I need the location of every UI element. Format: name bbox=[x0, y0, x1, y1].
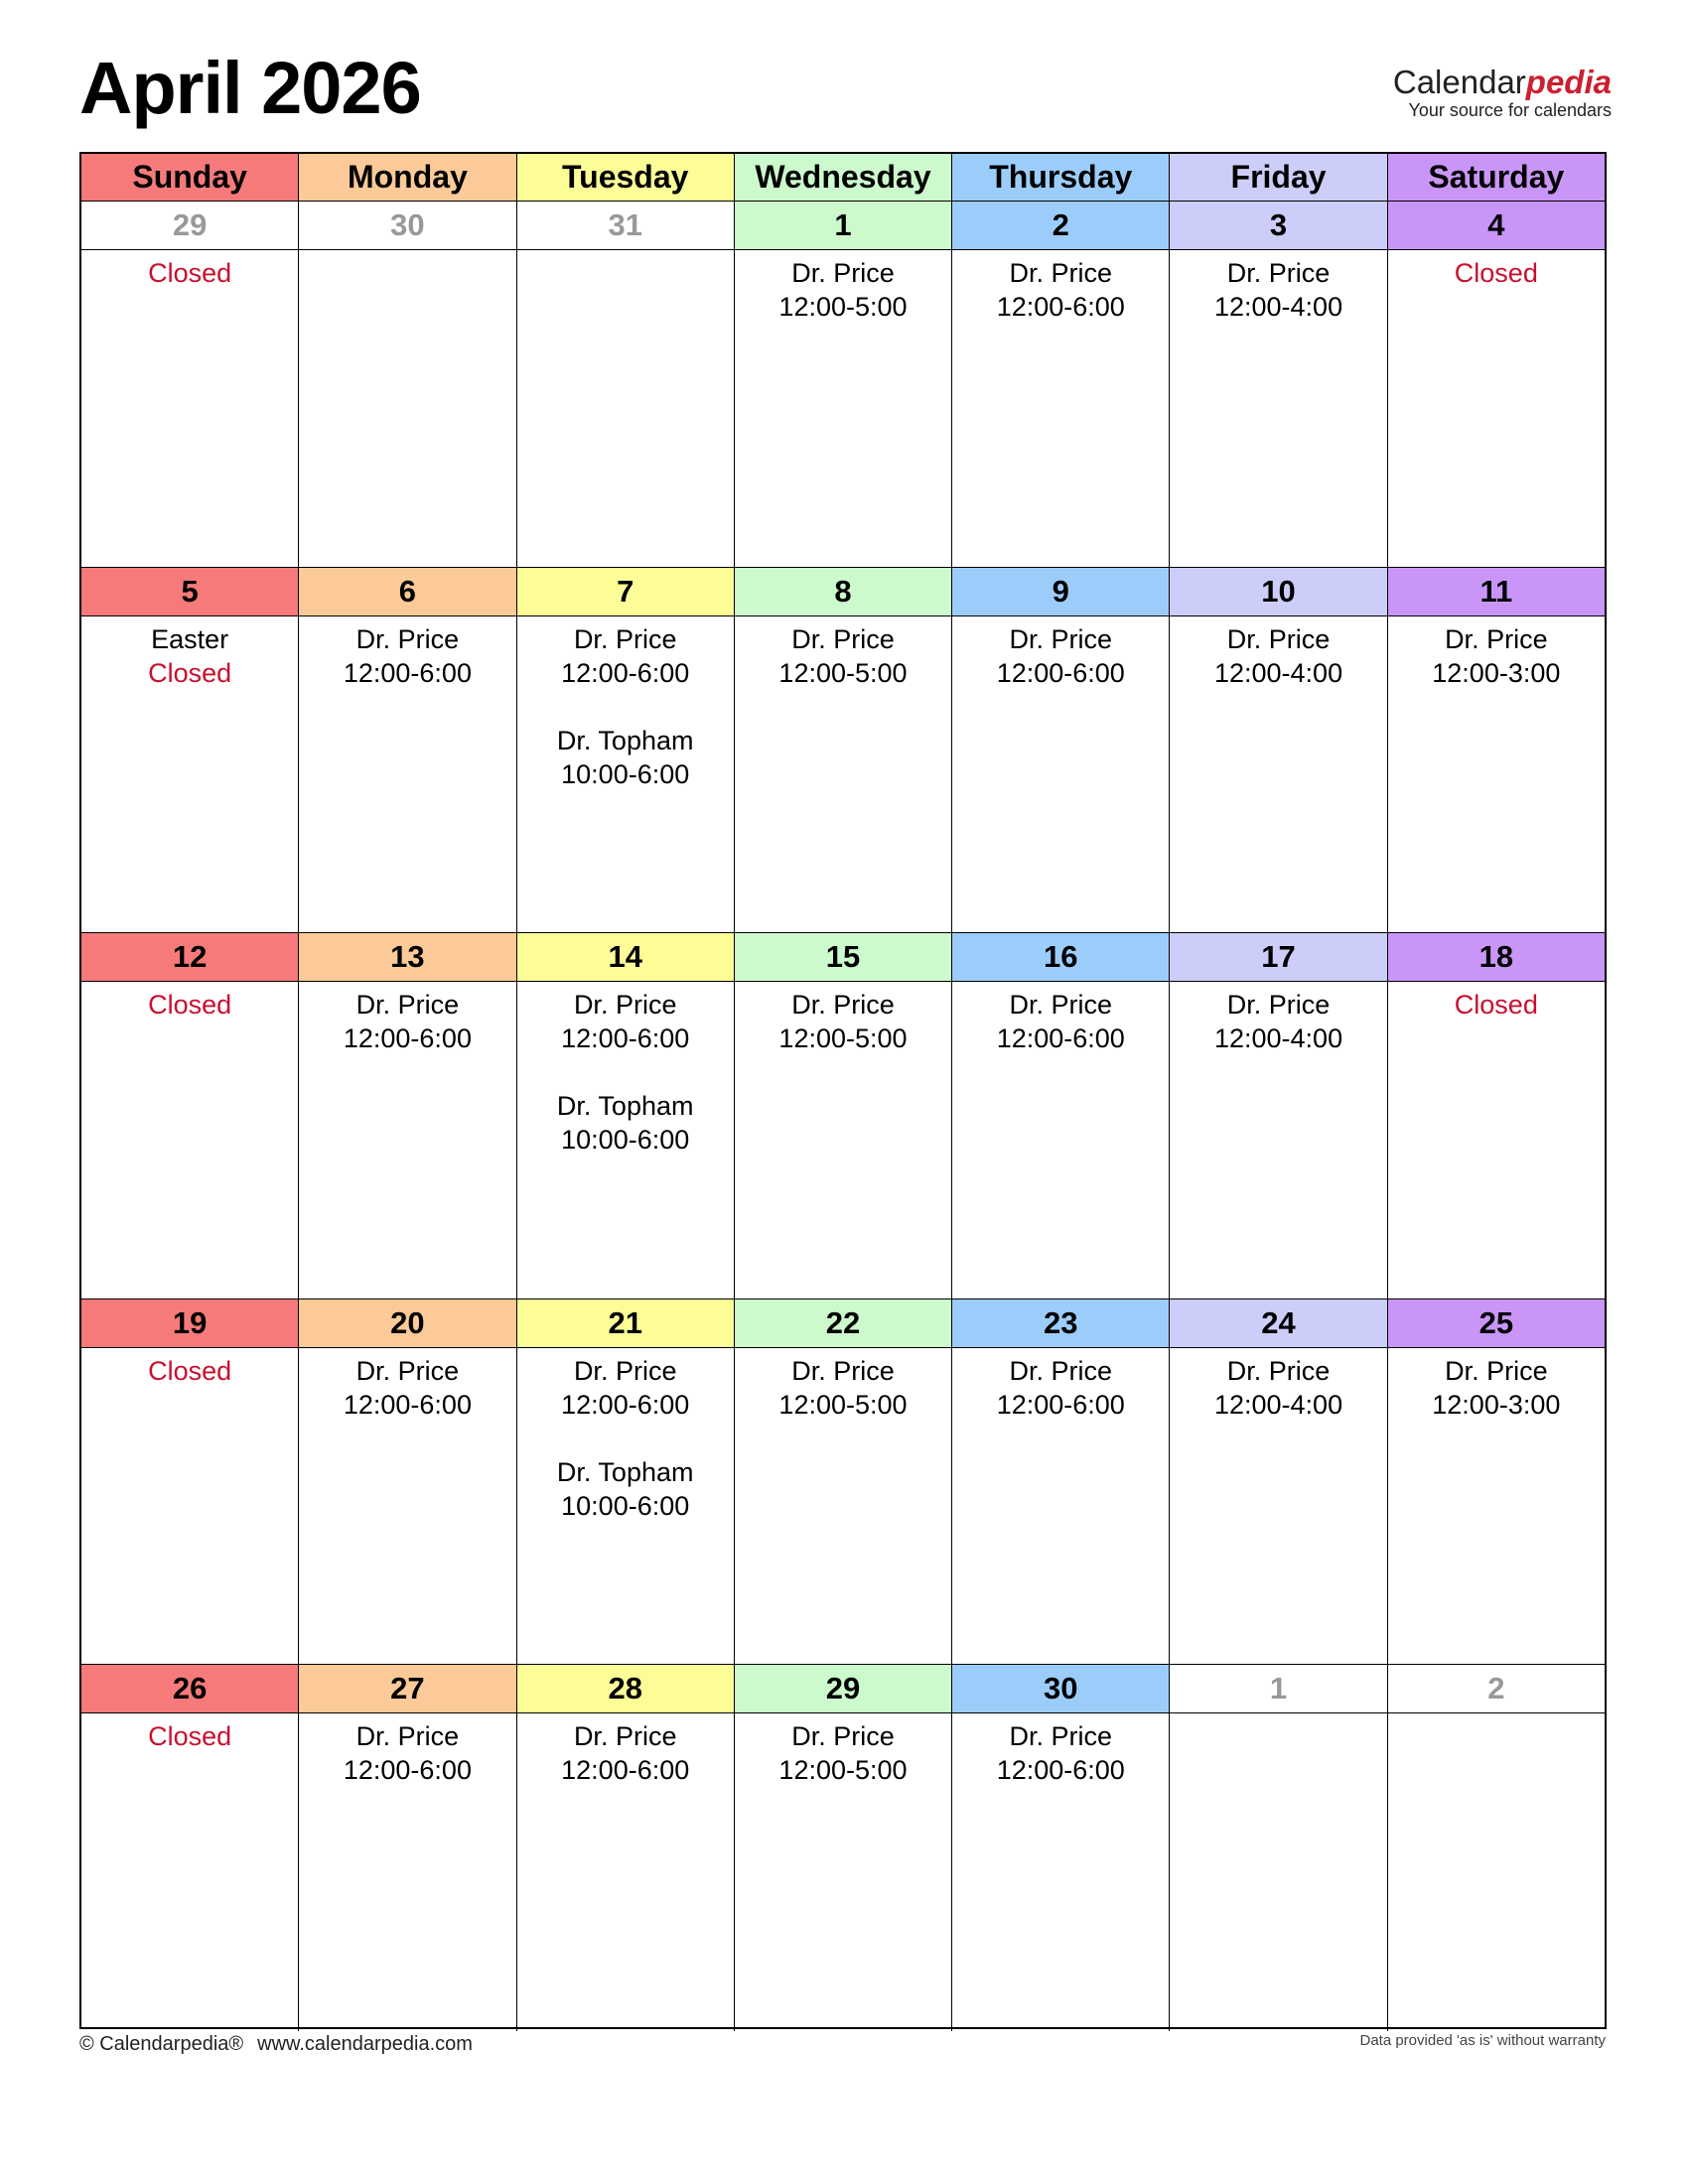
day-events bbox=[81, 1348, 298, 1388]
day-events bbox=[952, 1713, 1169, 1787]
day-events bbox=[952, 616, 1169, 690]
day-number: 30 bbox=[299, 202, 515, 250]
day-events bbox=[735, 982, 951, 1055]
day-events bbox=[81, 250, 298, 290]
day-cell[interactable] bbox=[952, 933, 1170, 1298]
weekday-tuesday: Tuesday bbox=[517, 154, 735, 201]
weekday-wednesday: Wednesday bbox=[735, 154, 952, 201]
weekday-thursday: Thursday bbox=[952, 154, 1170, 201]
event-line: Dr. Price bbox=[1226, 990, 1331, 1020]
brand-name-em: pedia bbox=[1525, 64, 1612, 100]
day-number: 10 bbox=[1170, 568, 1386, 616]
event-line: 12:00-4:00 bbox=[1213, 1024, 1343, 1053]
brand-name bbox=[1393, 66, 1612, 98]
day-number: 15 bbox=[735, 933, 951, 982]
day-cell[interactable] bbox=[517, 568, 735, 933]
day-cell[interactable] bbox=[81, 568, 299, 933]
event-line: Dr. Price bbox=[573, 1355, 677, 1386]
event-line: Dr. Price bbox=[1009, 623, 1113, 654]
weekday-friday: Friday bbox=[1170, 154, 1387, 201]
day-events bbox=[1170, 1713, 1386, 1719]
event-line: 12:00-6:00 bbox=[343, 1389, 472, 1420]
footer-url[interactable]: www.calendarpedia.com bbox=[257, 2033, 473, 2055]
event-line: 12:00-5:00 bbox=[778, 1389, 908, 1420]
event-line: Dr. Price bbox=[573, 623, 677, 654]
day-cell[interactable] bbox=[1388, 1665, 1605, 2031]
event-line: 12:00-4:00 bbox=[1213, 292, 1343, 322]
weekday-sunday: Sunday bbox=[81, 154, 299, 201]
event-line: Dr. Price bbox=[791, 623, 895, 654]
day-number: 4 bbox=[1388, 202, 1605, 250]
day-number: 1 bbox=[735, 202, 951, 250]
day-number: 21 bbox=[517, 1299, 734, 1348]
week-row bbox=[81, 568, 1605, 934]
weekday-saturday: Saturday bbox=[1388, 154, 1605, 201]
day-number: 11 bbox=[1388, 568, 1605, 616]
day-events bbox=[517, 616, 734, 791]
day-cell[interactable] bbox=[299, 1299, 516, 1665]
brand-tagline: Your source for calendars bbox=[1408, 100, 1612, 120]
day-events bbox=[735, 1348, 951, 1422]
day-events bbox=[517, 1713, 734, 1787]
day-number: 8 bbox=[735, 568, 951, 616]
day-number: 18 bbox=[1388, 933, 1605, 982]
day-cell[interactable] bbox=[1388, 1299, 1605, 1665]
calendar-grid bbox=[79, 152, 1607, 2029]
day-number: 14 bbox=[517, 933, 734, 982]
day-events bbox=[299, 616, 515, 690]
day-events bbox=[81, 982, 298, 1022]
day-cell[interactable] bbox=[1388, 568, 1605, 933]
event-line: Dr. Price bbox=[573, 1721, 677, 1751]
event-line: 10:00-6:00 bbox=[561, 758, 690, 789]
day-events bbox=[1170, 982, 1386, 1055]
event-line: 12:00-4:00 bbox=[1213, 657, 1343, 688]
day-number: 7 bbox=[517, 568, 734, 616]
day-events bbox=[81, 1713, 298, 1753]
closed-label: Closed bbox=[1454, 258, 1538, 288]
event-spacer bbox=[517, 1055, 734, 1089]
day-events bbox=[299, 250, 515, 256]
day-events bbox=[299, 982, 515, 1055]
day-cell[interactable] bbox=[81, 1665, 299, 2031]
day-cell[interactable] bbox=[952, 1665, 1170, 2031]
event-line: 12:00-6:00 bbox=[343, 1024, 472, 1053]
event-line: Dr. Price bbox=[791, 258, 895, 288]
day-cell[interactable] bbox=[1388, 933, 1605, 1298]
day-number: 28 bbox=[517, 1665, 734, 1713]
event-line: 12:00-5:00 bbox=[778, 657, 908, 688]
day-cell[interactable] bbox=[1388, 202, 1605, 567]
event-line: 12:00-6:00 bbox=[561, 657, 690, 688]
day-number: 9 bbox=[952, 568, 1169, 616]
event-line: Dr. Price bbox=[1009, 1355, 1113, 1386]
day-number: 17 bbox=[1170, 933, 1386, 982]
day-cell[interactable] bbox=[81, 1299, 299, 1665]
day-events bbox=[1170, 250, 1386, 324]
event-line: Easter bbox=[151, 623, 229, 654]
day-events bbox=[735, 1713, 951, 1787]
day-number: 19 bbox=[81, 1299, 298, 1348]
week-row bbox=[81, 1299, 1605, 1666]
day-number: 26 bbox=[81, 1665, 298, 1713]
calendar-weeks bbox=[81, 202, 1605, 2031]
closed-label: Closed bbox=[148, 1721, 232, 1751]
brand-logo bbox=[1393, 66, 1612, 119]
copyright-text: © Calendarpedia® bbox=[79, 2033, 244, 2055]
day-number: 29 bbox=[81, 202, 298, 250]
day-events bbox=[299, 1348, 515, 1422]
day-cell[interactable] bbox=[1170, 1665, 1387, 2031]
day-events bbox=[517, 250, 734, 256]
day-cell[interactable] bbox=[517, 1665, 735, 2031]
day-number: 20 bbox=[299, 1299, 515, 1348]
day-events bbox=[952, 982, 1169, 1055]
day-number: 23 bbox=[952, 1299, 1169, 1348]
day-cell[interactable] bbox=[81, 933, 299, 1298]
day-events bbox=[517, 1348, 734, 1523]
day-events bbox=[299, 1713, 515, 1787]
day-number: 2 bbox=[952, 202, 1169, 250]
weekday-header-row bbox=[81, 154, 1605, 202]
event-line: Dr. Topham bbox=[556, 725, 694, 755]
day-number: 2 bbox=[1388, 1665, 1605, 1713]
day-number: 24 bbox=[1170, 1299, 1386, 1348]
event-line: Dr. Price bbox=[355, 1721, 460, 1751]
event-line: 12:00-6:00 bbox=[561, 1755, 690, 1785]
event-line: 12:00-6:00 bbox=[343, 1755, 472, 1785]
day-cell[interactable] bbox=[735, 1665, 952, 2031]
day-cell[interactable] bbox=[735, 933, 952, 1298]
event-line: 12:00-4:00 bbox=[1213, 1389, 1343, 1420]
day-cell[interactable] bbox=[299, 568, 516, 933]
day-cell[interactable] bbox=[1170, 1299, 1387, 1665]
closed-label: Closed bbox=[1454, 990, 1538, 1020]
event-spacer bbox=[517, 1422, 734, 1455]
event-line: Dr. Price bbox=[355, 990, 460, 1020]
week-row bbox=[81, 1665, 1605, 2031]
event-line: 12:00-5:00 bbox=[778, 292, 908, 322]
day-number: 13 bbox=[299, 933, 515, 982]
event-line: Dr. Price bbox=[1445, 1355, 1548, 1386]
event-line: Dr. Price bbox=[1226, 258, 1331, 288]
event-line: 12:00-5:00 bbox=[778, 1755, 908, 1785]
day-events bbox=[735, 616, 951, 690]
event-line: Dr. Topham bbox=[556, 1091, 694, 1121]
event-line: Dr. Price bbox=[1226, 623, 1331, 654]
day-cell[interactable] bbox=[735, 1299, 952, 1665]
event-line: 12:00-5:00 bbox=[778, 1024, 908, 1053]
day-number: 22 bbox=[735, 1299, 951, 1348]
day-events bbox=[1388, 1348, 1605, 1422]
day-events bbox=[1170, 616, 1386, 690]
day-number: 25 bbox=[1388, 1299, 1605, 1348]
event-line: Dr. Price bbox=[1009, 258, 1113, 288]
day-number: 5 bbox=[81, 568, 298, 616]
day-cell[interactable] bbox=[517, 1299, 735, 1665]
day-events bbox=[1388, 616, 1605, 690]
event-line: Dr. Price bbox=[355, 1355, 460, 1386]
event-line: 10:00-6:00 bbox=[561, 1125, 690, 1155]
day-number: 31 bbox=[517, 202, 734, 250]
day-number: 12 bbox=[81, 933, 298, 982]
day-cell[interactable] bbox=[952, 202, 1170, 567]
day-cell[interactable] bbox=[517, 202, 735, 567]
day-cell[interactable] bbox=[1170, 568, 1387, 933]
week-row bbox=[81, 933, 1605, 1299]
event-line: Dr. Price bbox=[791, 1721, 895, 1751]
event-line: Dr. Topham bbox=[556, 1456, 694, 1487]
day-number: 27 bbox=[299, 1665, 515, 1713]
day-cell[interactable] bbox=[1170, 933, 1387, 1298]
day-cell[interactable] bbox=[517, 933, 735, 1298]
closed-label: Closed bbox=[148, 1355, 232, 1386]
closed-label: Closed bbox=[148, 990, 232, 1020]
day-events bbox=[81, 616, 298, 690]
closed-label: Closed bbox=[148, 258, 232, 288]
event-line: 12:00-6:00 bbox=[996, 657, 1125, 688]
event-line: 12:00-6:00 bbox=[996, 292, 1125, 322]
day-events bbox=[1388, 1713, 1605, 1719]
event-line: 12:00-6:00 bbox=[996, 1024, 1125, 1053]
week-row bbox=[81, 202, 1605, 568]
event-line: 12:00-3:00 bbox=[1432, 657, 1561, 688]
day-number: 30 bbox=[952, 1665, 1169, 1713]
day-events bbox=[952, 1348, 1169, 1422]
event-line: 12:00-3:00 bbox=[1432, 1389, 1561, 1420]
day-cell[interactable] bbox=[735, 202, 952, 567]
footer-disclaimer: Data provided 'as is' without warranty bbox=[1359, 2032, 1606, 2049]
day-events bbox=[517, 982, 734, 1157]
event-spacer bbox=[517, 690, 734, 724]
day-number: 16 bbox=[952, 933, 1169, 982]
day-number: 29 bbox=[735, 1665, 951, 1713]
day-events bbox=[1388, 250, 1605, 290]
event-line: Dr. Price bbox=[1445, 623, 1548, 654]
day-cell[interactable] bbox=[299, 933, 516, 1298]
event-line: 10:00-6:00 bbox=[561, 1490, 690, 1521]
event-line: Dr. Price bbox=[355, 623, 460, 654]
day-number: 1 bbox=[1170, 1665, 1386, 1713]
day-number: 6 bbox=[299, 568, 515, 616]
weekday-monday: Monday bbox=[299, 154, 516, 201]
day-cell[interactable] bbox=[1170, 202, 1387, 567]
brand-name-plain: Calendar bbox=[1392, 64, 1526, 100]
closed-label: Closed bbox=[148, 657, 232, 688]
day-events bbox=[735, 250, 951, 324]
day-cell[interactable] bbox=[299, 202, 516, 567]
page-title: April 2026 bbox=[79, 47, 421, 129]
event-line: 12:00-6:00 bbox=[561, 1389, 690, 1420]
footer-copyright bbox=[79, 2033, 473, 2056]
event-line: Dr. Price bbox=[791, 1355, 895, 1386]
event-line: Dr. Price bbox=[1226, 1355, 1331, 1386]
event-line: Dr. Price bbox=[1009, 990, 1113, 1020]
day-cell[interactable] bbox=[735, 568, 952, 933]
day-number: 3 bbox=[1170, 202, 1386, 250]
event-line: 12:00-6:00 bbox=[996, 1389, 1125, 1420]
day-cell[interactable] bbox=[952, 568, 1170, 933]
day-cell[interactable] bbox=[952, 1299, 1170, 1665]
day-events bbox=[1170, 1348, 1386, 1422]
day-events bbox=[1388, 982, 1605, 1022]
event-line: 12:00-6:00 bbox=[561, 1024, 690, 1053]
event-line: 12:00-6:00 bbox=[996, 1755, 1125, 1785]
event-line: Dr. Price bbox=[573, 990, 677, 1020]
day-events bbox=[952, 250, 1169, 324]
event-line: Dr. Price bbox=[1009, 1721, 1113, 1751]
event-line: Dr. Price bbox=[791, 990, 895, 1020]
day-cell[interactable] bbox=[81, 202, 299, 567]
day-cell[interactable] bbox=[299, 1665, 516, 2031]
event-line: 12:00-6:00 bbox=[343, 657, 472, 688]
